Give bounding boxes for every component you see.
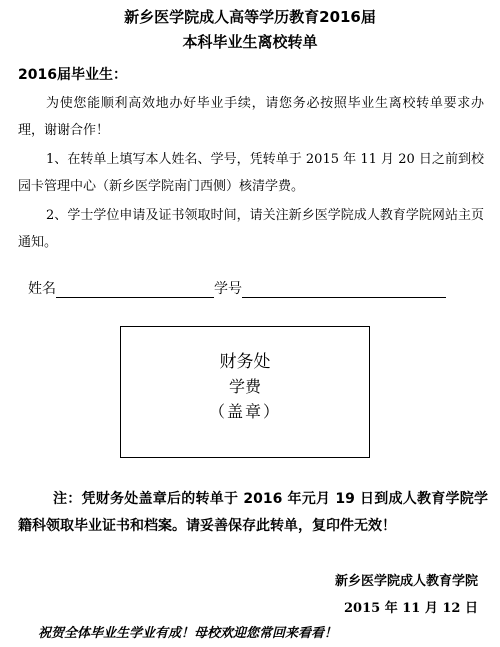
name-blank-line[interactable] — [56, 281, 214, 298]
name-label: 姓名 — [28, 281, 56, 297]
stamp-office-label: 财务处 — [219, 352, 271, 372]
stamp-fee-label: 学费 — [228, 377, 261, 396]
signature-date: 2015 年 11 月 12 日 — [344, 601, 478, 616]
name-id-field-row — [28, 278, 446, 298]
paragraph-intro: 为使您能顺利高效地办好毕业手续，请您务必按照毕业生离校转单要求办理，谢谢合作！ — [18, 96, 484, 138]
document-title-line2: 本科毕业生离校转单 — [182, 33, 318, 51]
salutation: 2016届毕业生： — [18, 67, 127, 83]
student-id-blank-line[interactable] — [242, 281, 446, 298]
paragraph-item-2: 2、学士学位申请及证书领取时间，请关注新乡医学院成人教育学院网站主页通知。 — [18, 208, 484, 250]
finance-stamp-box — [120, 326, 370, 458]
student-id-label: 学号 — [214, 281, 242, 297]
signature-org: 新乡医学院成人教育学院 — [334, 574, 478, 589]
paragraph-item-1: 1、在转单上填写本人姓名、学号，凭转单于 2015 年 11 月 20 日之前到校园卡管理中心（新乡医学院南门西侧）核清学费。 — [18, 152, 484, 194]
stamp-seal-label: （盖章） — [208, 402, 281, 421]
footer-greeting: 祝贺全体毕业生学业有成！母校欢迎您常回来看看！ — [38, 626, 338, 641]
document-title-line1: 新乡医学院成人高等学历教育2016届 — [124, 8, 376, 26]
note-paragraph: 注：凭财务处盖章后的转单于 2016 年元月 19 日到成人教育学院学籍科领取毕业证书和档案。请妥善保存此转单，复印件无效！ — [18, 491, 488, 534]
